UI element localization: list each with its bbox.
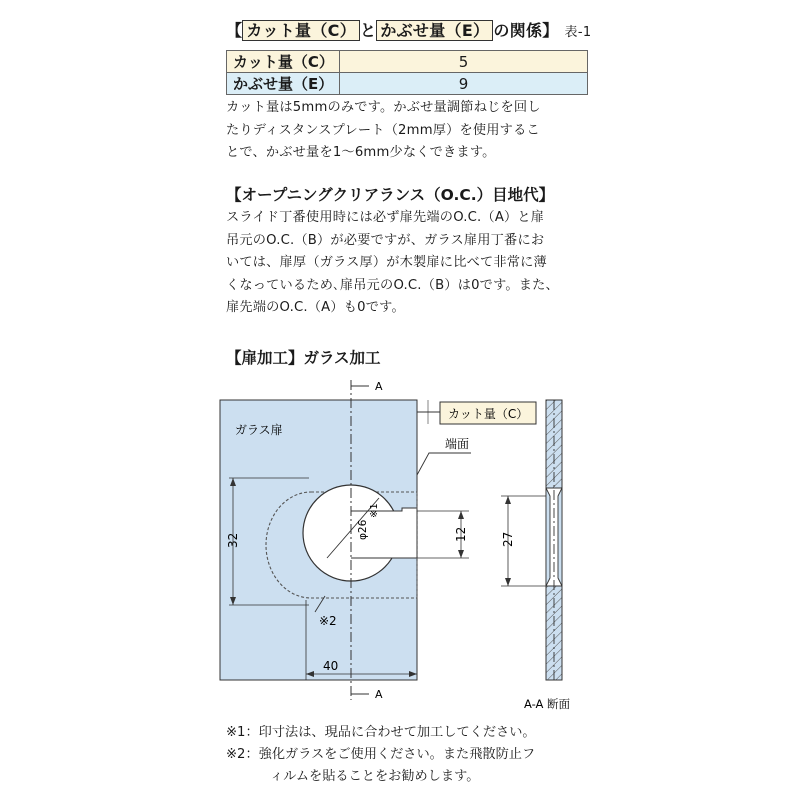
section-marker-top: A [375, 380, 383, 393]
note-1 [226, 722, 536, 744]
height-dimension: 32 [226, 532, 240, 548]
note2-marker: ※2 [319, 614, 337, 628]
section-marker-bottom: A [375, 688, 383, 701]
table-row [227, 73, 588, 95]
oc-explanation [226, 207, 596, 320]
note-marker: ※2： [226, 747, 259, 762]
note1-marker: ※1 [369, 503, 380, 518]
table-number: 表-1 [564, 25, 592, 40]
diameter-label: φ26 [357, 519, 369, 540]
note-marker: ※1： [226, 725, 259, 740]
relation-heading [226, 18, 591, 41]
text-line: 扉先端のO.C.（A）も0です。 [226, 300, 405, 315]
glass-door-label: ガラス扉 [235, 423, 283, 437]
heading-bracket: 【 [226, 21, 243, 40]
note-2 [226, 744, 535, 788]
table-row [227, 51, 588, 73]
note-text: 印寸法は、現品に合わせて加工してください。 [258, 725, 536, 740]
text-line: 吊元のO.C.（B）が必要ですが、ガラス扉用丁番にお [226, 232, 545, 248]
table-cell-value: 5 [340, 51, 588, 73]
end-face-label: 端面 [445, 437, 470, 451]
cover-amount-label: かぶせ量（E） [376, 20, 493, 41]
text-line: くなっているため､扉吊元のO.C.（B）は0です。また、 [226, 277, 559, 293]
section-label: A-A 断面 [524, 697, 571, 711]
table-cell-label: かぶせ量（E） [227, 73, 340, 95]
oc-section-title: 【オープニングクリアランス（O.C.）目地代】 [226, 186, 555, 204]
table-cell-value: 9 [340, 73, 588, 95]
text-line: いては、扉厚（ガラス厚）が木製扉に比べて非常に薄 [226, 255, 547, 270]
cut-amount-label: カット量（C） [242, 20, 360, 41]
glass-processing-diagram [219, 380, 599, 720]
cut-explanation [226, 97, 596, 165]
width-dimension: 40 [323, 659, 339, 673]
text-line: カット量は5mmのみです。かぶせ量調節ねじを回し [226, 100, 541, 115]
text-line: たりディスタンスプレート（2mm厚）を使用するこ [226, 122, 540, 138]
relation-table [226, 50, 588, 95]
door-section-title: 【扉加工】ガラス加工 [226, 349, 381, 367]
section-dimension: 27 [501, 531, 515, 547]
notch-dimension: 12 [454, 526, 468, 542]
heading-suffix: の関係】 [493, 21, 559, 40]
text-line: とで、かぶせ量を1～6mm少なくできます。 [226, 145, 496, 160]
table-cell-label: カット量（C） [227, 51, 340, 73]
note-text: ィルムを貼ることをお勧めします。 [270, 769, 480, 784]
cut-callout-label: カット量（C） [448, 407, 529, 421]
text-line: スライド丁番使用時には必ず扉先端のO.C.（A）と扉 [226, 210, 545, 225]
heading-connector: と [360, 21, 377, 40]
note-text: 強化ガラスをご使用ください。また飛散防止フ [258, 747, 536, 762]
